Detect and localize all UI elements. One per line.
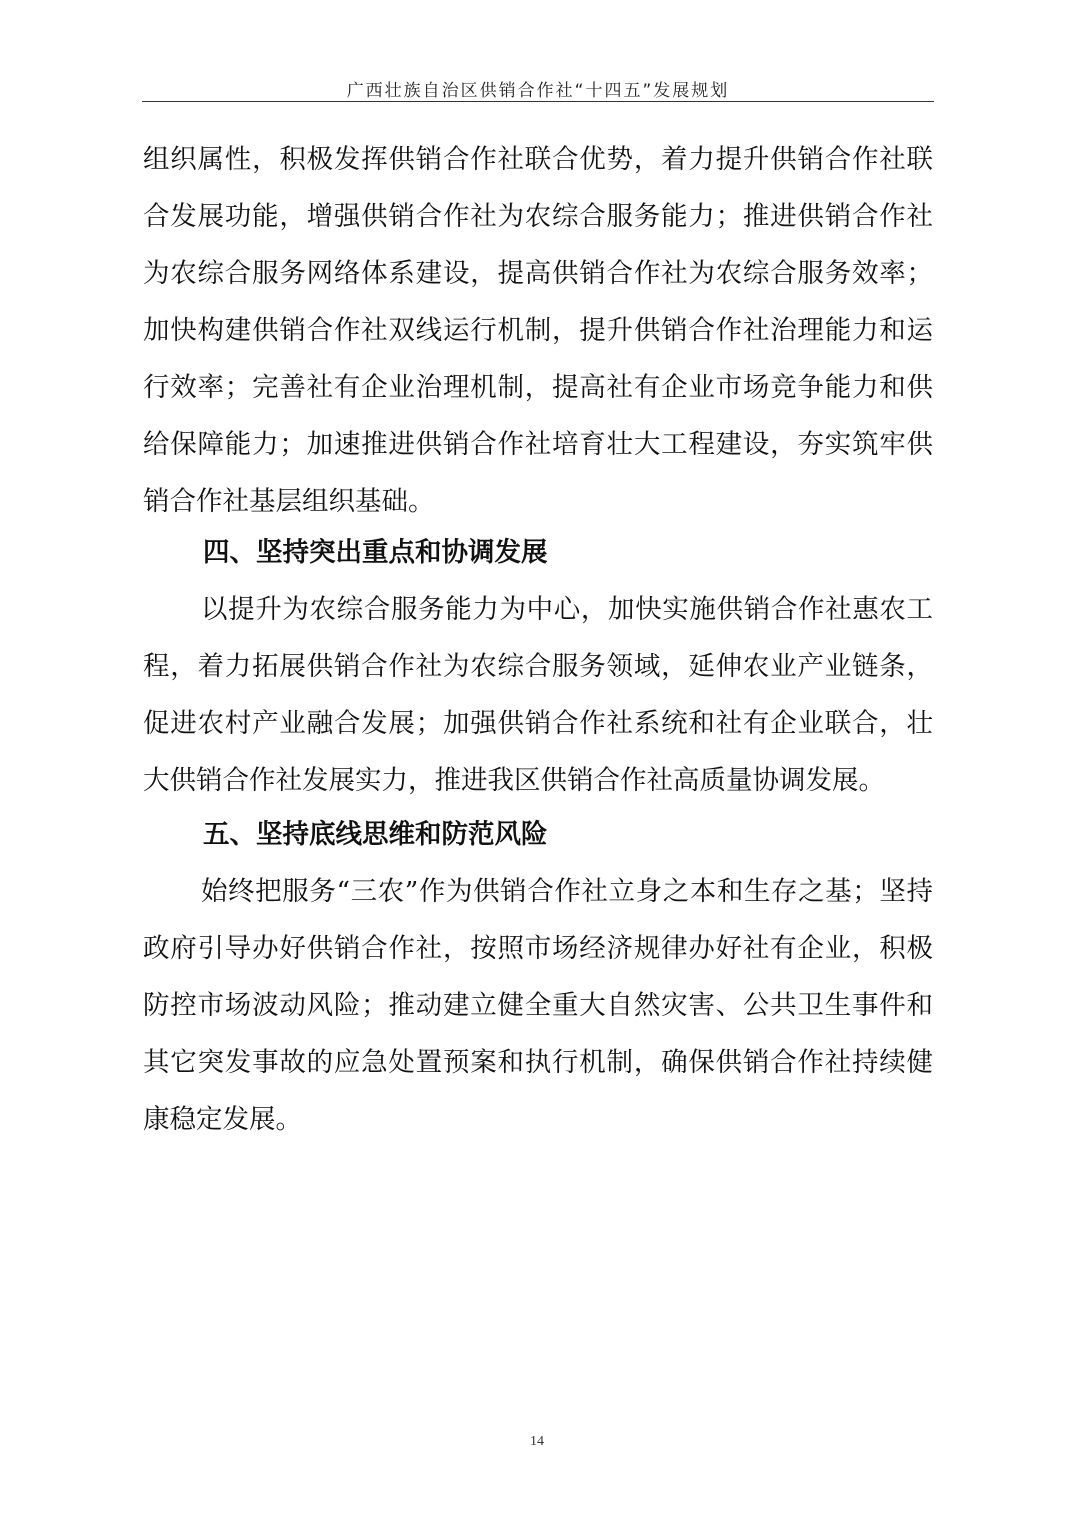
section-4-paragraph: 以提升为农综合服务能力为中心，加快实施供销合作社惠农工程，着力拓展供销合作社为农综合服务领域，延伸农业产业链条，促进农村产业融合发展；加强供销合作社系统和社有企业联合，壮大供销合作社发展实力，推进我区供销合作社高质量协调发展。 <box>143 594 933 796</box>
section-5-paragraph: 始终把服务“三农”作为供销合作社立身之本和生存之基；坚持政府引导办好供销合作社，按照市场经济规律办好社有企业，积极防控市场波动风险；推动建立健全重大自然灾害、公共卫生事件和其它突发事故的应急处置预案和执行机制，确保供销合作社持续健康稳定发展。 <box>143 876 933 1135</box>
section-heading-5: 五、坚持底线思维和防范风险 <box>203 819 548 850</box>
page-number: 14 <box>530 1434 544 1449</box>
running-header: 广西壮族自治区供销合作社“十四五”发展规划 <box>346 81 730 101</box>
continued-paragraph: 组织属性，积极发挥供销合作社联合优势，着力提升供销合作社联合发展功能，增强供销合作社为农综合服务能力；推进供销合作社为农综合服务网络体系建设，提高供销合作社为农综合服务效率；加快构建供销合作社双线运行机制，提升供销合作社治理能力和运行效率；完善社有企业治理机制，提高社有企业市场竞争能力和供给保障能力；加速推进供销合作社培育壮大工程建设，夯实筑牢供销合作社基层组织基础。 <box>143 144 933 517</box>
section-heading-4: 四、坚持突出重点和协调发展 <box>203 537 548 568</box>
header-rule <box>142 101 934 102</box>
